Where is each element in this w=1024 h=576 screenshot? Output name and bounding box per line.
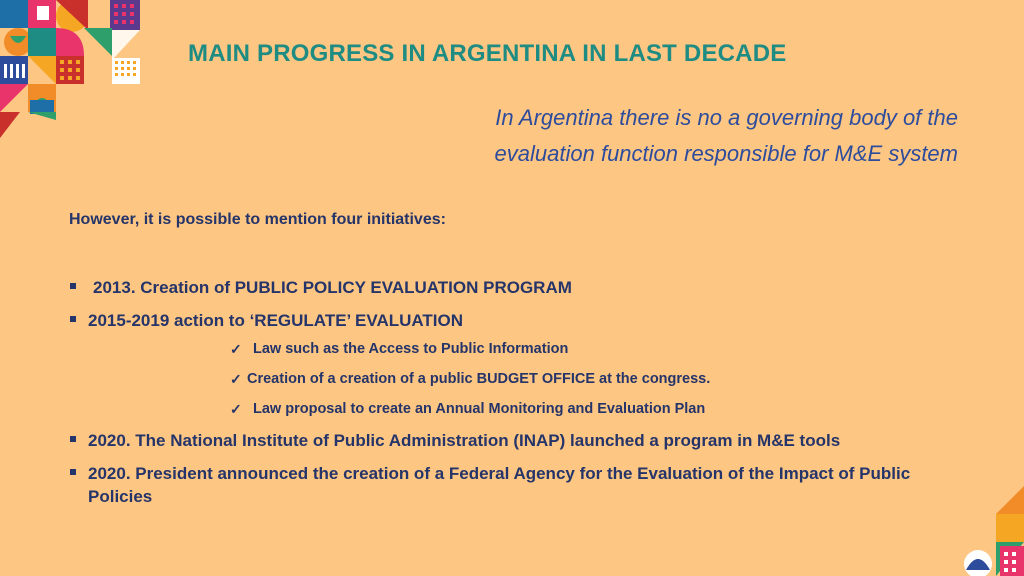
sub-list-item-text: Creation of a creation of a public BUDGET OFFICE at the congress. xyxy=(247,371,711,387)
subtitle-line-1: In Argentina there is no a governing body of the xyxy=(495,105,958,130)
sub-list-item xyxy=(88,399,966,419)
list-item xyxy=(66,462,966,508)
decorative-mosaic-top-left xyxy=(0,0,140,140)
list-item xyxy=(66,429,966,452)
sub-list-item xyxy=(88,339,966,359)
list-item xyxy=(66,276,966,299)
sub-list-item-text: Law such as the Access to Public Information xyxy=(253,341,569,357)
sub-list-item-text: Law proposal to create an Annual Monitoring and Evaluation Plan xyxy=(253,401,706,417)
slide-subtitle xyxy=(338,100,958,172)
slide-title: MAIN PROGRESS IN ARGENTINA IN LAST DECADE xyxy=(188,40,787,67)
subtitle-line-2: evaluation function responsible for M&E system xyxy=(494,141,958,166)
list-item-text: 2013. Creation of PUBLIC POLICY EVALUATION PROGRAM xyxy=(93,278,572,297)
list-item xyxy=(66,309,966,419)
square-bullet-icon xyxy=(70,436,76,442)
square-bullet-icon xyxy=(70,283,76,289)
list-item-text: 2020. President announced the creation of a Federal Agency for the Evaluation of the Impact of Public Policies xyxy=(88,464,911,506)
initiatives-list xyxy=(66,276,966,508)
sub-list-item xyxy=(88,369,966,389)
list-item-text: 2020. The National Institute of Public Administration (INAP) launched a program in M&E tools xyxy=(88,431,841,450)
checkmark-icon: ✓ xyxy=(230,341,242,357)
square-bullet-icon xyxy=(70,316,76,322)
decorative-mosaic-bottom-right xyxy=(960,486,1024,576)
sub-items-list xyxy=(88,339,966,419)
checkmark-icon: ✓ xyxy=(230,371,242,387)
list-item-text: 2015-2019 action to ‘REGULATE’ EVALUATION xyxy=(88,311,464,330)
checkmark-icon: ✓ xyxy=(230,401,242,417)
intro-text: However, it is possible to mention four initiatives: xyxy=(69,211,446,228)
square-bullet-icon xyxy=(70,469,76,475)
